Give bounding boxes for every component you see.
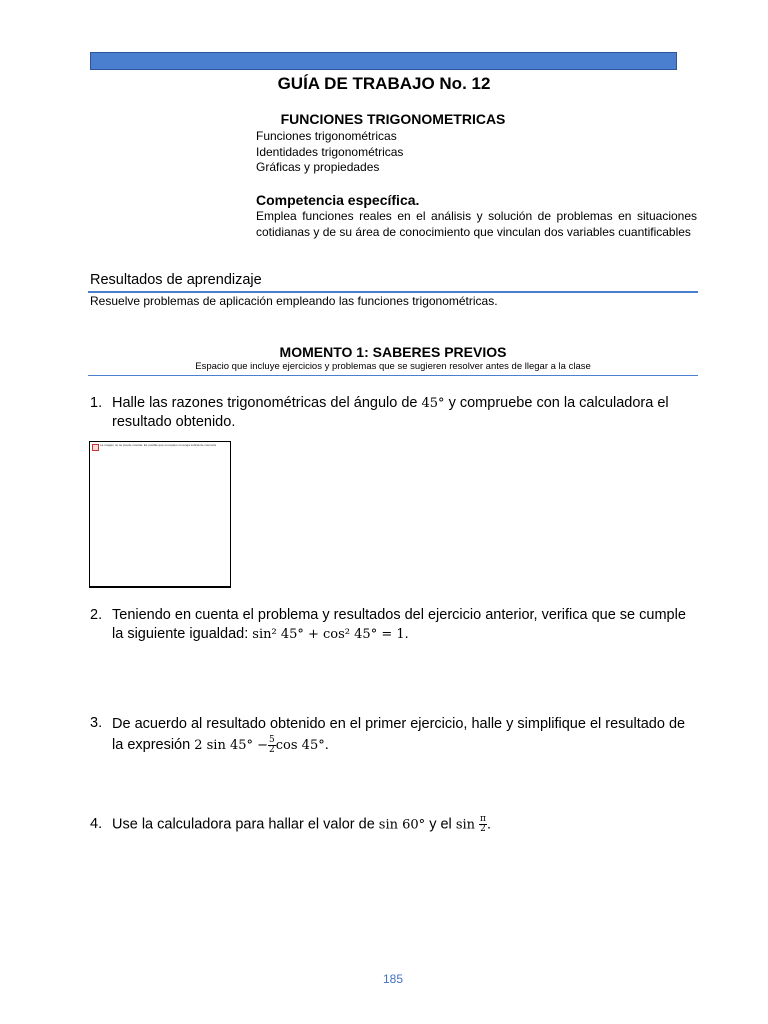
competencia-text: Emplea funciones reales en el análisis y solución de problemas en situaciones cotidianas y de su área de conocimiento que vinculan dos variables cuantificables — [256, 209, 697, 239]
question-4 — [90, 815, 700, 845]
question-text: Halle las razones trigonométricas del ángulo de 45° y compruebe con la calculadora el resultado obtenido. — [112, 395, 669, 430]
question-number: 1. — [90, 395, 103, 411]
question-number: 2. — [90, 607, 103, 623]
math-expression: sin — [455, 817, 476, 833]
resultados-heading: Resultados de aprendizaje — [90, 272, 262, 288]
section-subtitle: FUNCIONES TRIGONOMETRICAS — [280, 111, 506, 127]
page-title: GUÍA DE TRABAJO No. 12 — [277, 74, 491, 93]
math-expression: 2 sin 45° − — [194, 738, 269, 753]
question-text: Teniendo en cuenta el problema y resultados del ejercicio anterior, verifica que se cumple la siguiente igualdad: sin² 45° + cos² 45° = 1. — [112, 607, 686, 642]
question-2 — [90, 606, 700, 646]
page-number: 185 — [382, 972, 404, 986]
momento-subheading: Espacio que incluye ejercicios y problemas que se sugieren resolver antes de llegar a la clase — [195, 361, 591, 372]
topics-list — [256, 129, 403, 176]
question-1 — [90, 394, 700, 434]
fraction: $\frac{5}{2}$ — [269, 734, 275, 755]
math-expression: sin² 45° + cos² 45° = 1 — [252, 627, 405, 642]
topic-item: Gráficas y propiedades — [256, 160, 380, 174]
image-error-text: La imagen no se puede mostrar. Es posible que su equipo no tenga suficiente memoria — [100, 443, 216, 447]
broken-image-icon — [92, 444, 99, 451]
competencia-heading: Competencia específica. — [256, 192, 420, 208]
momento-divider — [88, 375, 698, 376]
header-color-bar — [90, 52, 677, 70]
math-expression: 45° — [421, 396, 445, 411]
question-number: 3. — [90, 715, 103, 731]
math-expression: sin 60° — [378, 817, 426, 833]
question-text: Use la calculadora para hallar el valor de sin 60° y el sin $\frac{\pi}{2}$ . — [112, 814, 491, 834]
question-number: 4. — [90, 816, 103, 832]
question-text: De acuerdo al resultado obtenido en el primer ejercicio, halle y simplifique el resultado de la expresión 2 sin 45° − $\frac{5}{2}$ cos 45°. — [112, 716, 686, 755]
math-expression: cos 45° — [275, 738, 325, 753]
broken-image-placeholder — [89, 441, 231, 588]
topic-item: Funciones trigonométricas — [256, 129, 397, 143]
resultados-text: Resuelve problemas de aplicación empleando las funciones trigonométricas. — [90, 294, 498, 308]
momento-heading: MOMENTO 1: SABERES PREVIOS — [279, 344, 507, 360]
question-3 — [90, 714, 700, 764]
fraction: $\frac{\pi}{2}$ — [480, 814, 486, 834]
heading-underline — [88, 291, 698, 293]
topic-item: Identidades trigonométricas — [256, 144, 404, 159]
